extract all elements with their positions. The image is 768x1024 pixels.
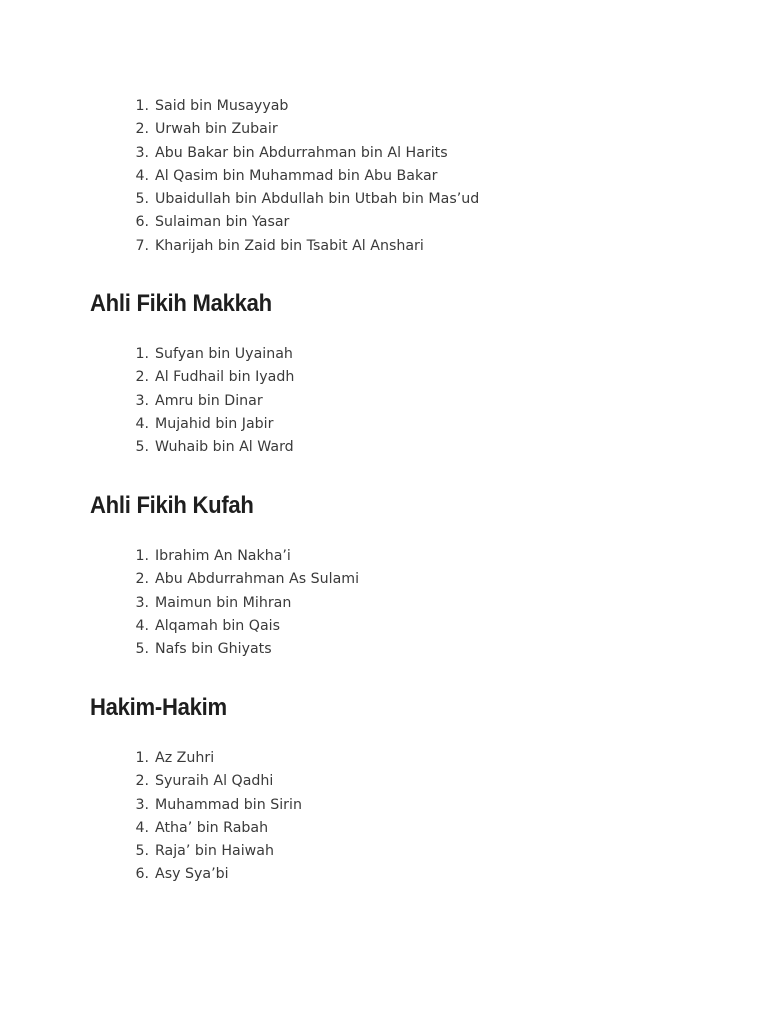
list-item-text: Sulaiman bin Yasar xyxy=(155,214,290,231)
list-item-text: Wuhaib bin Al Ward xyxy=(155,439,294,456)
list-item-number: 4. xyxy=(135,415,149,432)
list-item-text: Atha’ bin Rabah xyxy=(155,819,269,836)
list-item-number: 2. xyxy=(135,121,149,138)
section-heading-makkah: Ahli Fikih Makkah xyxy=(90,290,272,317)
list-item-number: 1. xyxy=(135,98,149,114)
list-item-number: 5. xyxy=(135,439,149,456)
list-item-text: Syuraih Al Qadhi xyxy=(155,773,274,790)
list-item-text: Said bin Musayyab xyxy=(155,98,289,114)
list-item-number: 5. xyxy=(135,641,149,658)
list-item-number: 1. xyxy=(135,548,149,564)
list-item-number: 7. xyxy=(135,237,149,254)
list-item-number: 2. xyxy=(135,369,149,386)
list-item-text: Mujahid bin Jabir xyxy=(155,415,274,432)
list-item-text: Al Fudhail bin Iyadh xyxy=(155,369,295,386)
section-heading-hakim: Hakim-Hakim xyxy=(90,694,227,721)
list-item-number: 6. xyxy=(135,866,149,883)
list-item-text: Az Zuhri xyxy=(155,750,215,766)
list-item-text: Ibrahim An Nakha’i xyxy=(155,548,291,564)
list-item-text: Amru bin Dinar xyxy=(155,392,263,409)
list-item-number: 4. xyxy=(135,617,149,634)
list-item-number: 2. xyxy=(135,571,149,588)
list-item-text: Alqamah bin Qais xyxy=(155,617,281,634)
list-item-text: Maimun bin Mihran xyxy=(155,594,292,611)
list-item-text: Abu Abdurrahman As Sulami xyxy=(155,571,360,588)
section-heading-kufah: Ahli Fikih Kufah xyxy=(90,492,254,519)
list-item-text: Urwah bin Zubair xyxy=(155,121,278,138)
list-item-number: 6. xyxy=(135,214,149,231)
list-item-number: 3. xyxy=(135,392,149,409)
list-item-text: Muhammad bin Sirin xyxy=(155,796,302,813)
list-item-number: 5. xyxy=(135,843,149,860)
list-item-text: Ubaidullah bin Abdullah bin Utbah bin Mas’ud xyxy=(155,191,480,208)
list-item-text: Al Qasim bin Muhammad bin Abu Bakar xyxy=(155,167,438,184)
list-item-number: 2. xyxy=(135,773,149,790)
list-item-number: 3. xyxy=(135,796,149,813)
list-item-number: 4. xyxy=(135,819,149,836)
list-item-text: Asy Sya’bi xyxy=(155,866,229,883)
list-item-number: 4. xyxy=(135,167,149,184)
list-item-number: 5. xyxy=(135,191,149,208)
list-item-number: 3. xyxy=(135,144,149,161)
list-item-number: 3. xyxy=(135,594,149,611)
list-item-number: 1. xyxy=(135,346,149,362)
list-item-text: Raja’ bin Haiwah xyxy=(155,843,274,860)
list-item-number: 1. xyxy=(135,750,149,766)
list-item-text: Kharijah bin Zaid bin Tsabit Al Anshari xyxy=(155,237,424,254)
list-item-text: Nafs bin Ghiyats xyxy=(155,641,272,658)
list-item-text: Abu Bakar bin Abdurrahman bin Al Harits xyxy=(155,144,448,161)
list-item-text: Sufyan bin Uyainah xyxy=(155,346,293,362)
